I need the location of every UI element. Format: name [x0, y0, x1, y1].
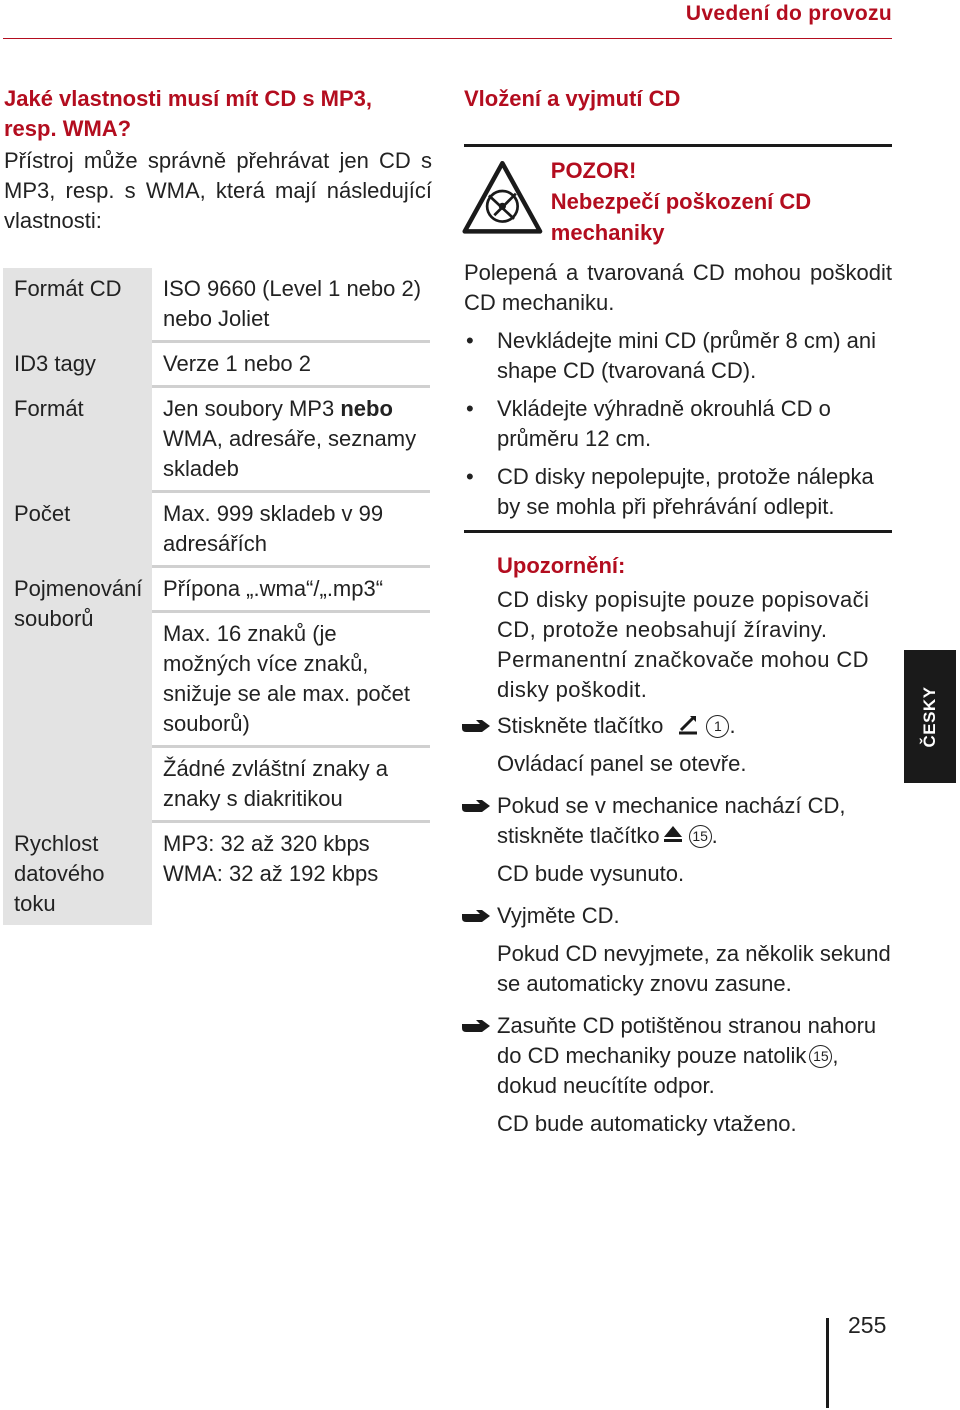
page-header	[0, 0, 960, 40]
spec-row-count	[3, 493, 430, 568]
pointing-hand-icon	[460, 797, 492, 815]
intro-text: Přístroj může správně přehrávat jen CD s MP3, resp. s WMA, která mají následující vlastnosti:	[4, 148, 432, 233]
ref-circle: 15	[689, 825, 712, 848]
list-item: • CD disky nepolepujte, protože nálepka by se mohla při přehrávání odlepit.	[464, 462, 892, 522]
spec-value: Žádné zvláštní znaky a znaky s diakritikou	[152, 748, 430, 823]
warning-bullets	[464, 326, 892, 522]
spec-value: Jen soubory MP3 nebo WMA, adresáře, seznamy skladeb	[152, 388, 430, 493]
pointing-hand-icon	[460, 717, 492, 735]
insert-eject-heading: Vložení a vyjmutí CD	[464, 86, 681, 111]
left-column	[4, 84, 432, 236]
pointing-hand-icon	[460, 907, 492, 925]
note-box	[464, 551, 892, 705]
spec-label: Formát CD	[3, 268, 152, 343]
spec-value: Přípona „.wma“/„.mp3“	[152, 568, 430, 613]
instruction-step: Zasuňte CD potištěnou stranou nahoru do CD mechaniky pouze natolik 15 , dokud neucítíte odpor.	[464, 1011, 892, 1101]
step-result: CD bude vysunuto.	[497, 861, 685, 886]
cd-properties-heading: Jaké vlastnosti musí mít CD s MP3, resp. WMA?	[4, 86, 373, 141]
step-result: CD bude automaticky vtaženo.	[497, 1111, 797, 1136]
note-body: CD disky popisujte pouze popisovači CD, protože neobsahují žíraviny. Permanentní značkovače mohou CD disky poškodit.	[497, 587, 870, 702]
warning-icon	[462, 155, 543, 245]
language-tab: ČESKY	[904, 650, 956, 783]
spec-row-naming	[3, 568, 430, 823]
ref-circle: 1	[706, 715, 729, 738]
spec-label: Pojmenování souborů	[3, 568, 152, 823]
spec-label: ID3 tagy	[3, 343, 152, 388]
pointing-hand-icon	[460, 1017, 492, 1035]
right-column	[464, 84, 892, 1139]
spec-row-id3	[3, 343, 430, 388]
eject-icon	[662, 823, 684, 845]
warning-box	[464, 147, 892, 248]
step-result: Ovládací panel se otevře.	[497, 751, 747, 776]
spec-label: Rychlost datového toku	[3, 823, 152, 925]
step-result: Pokud CD nevyjmete, za několik sekund se automaticky znovu zasune.	[497, 941, 891, 996]
spec-label: Formát	[3, 388, 152, 493]
open-panel-icon	[677, 713, 699, 735]
instruction-step: Vyjměte CD.	[464, 901, 892, 931]
instruction-step: Stiskněte tlačítko 1 .	[464, 711, 892, 741]
instruction-step: Pokud se v mechanice nachází CD, stiskněte tlačítko 15 .	[464, 791, 892, 851]
spec-value: MP3: 32 až 320 kbps WMA: 32 až 192 kbps	[163, 831, 379, 886]
page-number: 255	[848, 1312, 887, 1338]
list-item: • Vkládejte výhradně okrouhlá CD o průměru 12 cm.	[464, 394, 892, 454]
spec-value: ISO 9660 (Level 1 nebo 2) nebo Joliet	[152, 268, 430, 343]
spec-label: Počet	[3, 493, 152, 568]
spec-value: Verze 1 nebo 2	[152, 343, 430, 388]
spec-value: Max. 16 znaků (je možných více znaků, snižuje se ale max. počet souborů)	[152, 613, 430, 748]
section-title: Uvedení do provozu	[685, 2, 892, 25]
page-number-rule	[826, 1318, 829, 1408]
warning-body: Polepená a tvarovaná CD mohou poškodit CD mechaniku.	[464, 260, 892, 315]
spec-row-bitrate	[3, 823, 430, 925]
ref-circle: 15	[809, 1045, 832, 1068]
header-rule	[3, 38, 892, 39]
warning-title: POZOR! Nebezpečí poškození CD mechaniky	[550, 158, 812, 245]
list-item: • Nevkládejte mini CD (průměr 8 cm) ani shape CD (tvarovaná CD).	[464, 326, 892, 386]
note-title: Upozornění:	[497, 553, 626, 578]
spec-value: Max. 999 skladeb v 99 adresářích	[152, 493, 430, 568]
spec-row-format	[3, 388, 430, 493]
warning-rule	[464, 530, 892, 533]
spec-row-format-cd	[3, 268, 430, 343]
spec-table	[3, 268, 430, 925]
